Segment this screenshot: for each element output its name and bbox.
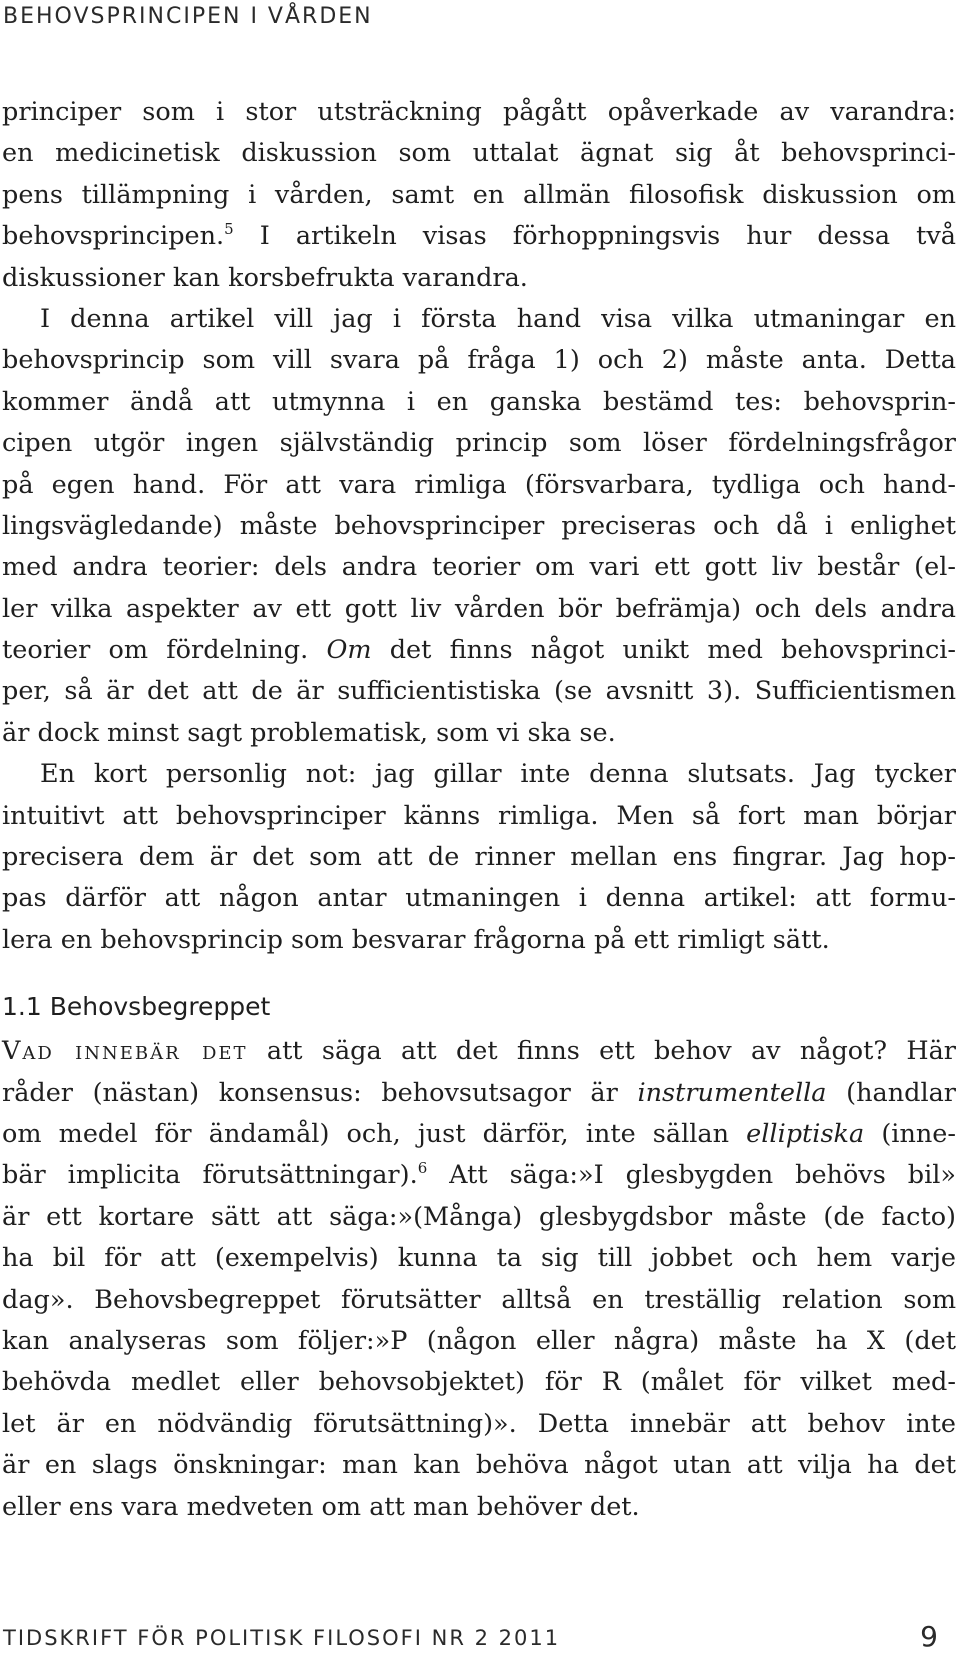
text-run: bär implicita förutsättningar). [2,1160,418,1191]
paragraph-line [2,630,956,671]
paragraph-line: intuitivt att behovsprinciper känns rimliga. Men så fort man börjar [2,800,956,831]
paragraph-line: lera en behovsprincip som besvarar frågorna på ett rimligt sätt. [2,924,830,955]
paragraph-line: kan analyseras som följer:»P (någon eller några) måste ha X (det [2,1325,956,1356]
text-run: Att säga:»I glesbygden behövs bil» [427,1160,956,1191]
paragraph-line: behovsprincip som vill svara på fråga 1) och 2) måste anta. Detta [2,345,956,376]
paragraph-line: diskussioner kan korsbefrukta varandra. [2,262,528,293]
paragraph-line: kommer ändå att utmynna i en ganska bestämd tes: behovsprin- [2,386,956,417]
running-footer: TIDSKRIFT FÖR POLITISK FILOSOFI NR 2 2011 [3,1626,561,1650]
text-run: om medel för ändamål) och, just därför, inte sällan [2,1118,747,1149]
emphasis: instrumentella [637,1077,827,1108]
text-run: det finns något unikt med behovsprinci- [371,635,956,666]
paragraph-line: I denna artikel vill jag i första hand visa vilka utmaningar en [40,303,956,334]
paragraph-line: eller ens vara medveten om att man behöver det. [2,1491,640,1522]
page-number: 9 [920,1620,938,1653]
paragraph-line: på egen hand. För att vara rimliga (försvarbara, tydliga och hand- [2,469,956,500]
paragraph-line: behövda medlet eller behovsobjektet) för R (målet för vilket med- [2,1367,956,1398]
emphasis: elliptiska [746,1118,865,1149]
text-run: att säga att det finns ett behov av något? Här [247,1036,957,1067]
text-run: behovsprincipen. [2,221,225,252]
emphasis: Om [326,635,372,666]
paragraph-line: let är en nödvändig förutsättning)». Detta innebär att behov inte [2,1408,956,1439]
paragraph-line [2,1031,956,1072]
paragraph-line: är en slags önskningar: man kan behöva något utan att vilja ha det [2,1450,956,1481]
paragraph-line [2,1114,956,1155]
section-heading [2,983,956,1031]
paragraph-line: cipen utgör ingen självständig princip som löser fördelningsfrågor [2,428,956,459]
paragraph-line: principer som i stor utsträckning pågått opåverkade av varandra: [2,97,956,127]
paragraph-line [2,216,956,257]
text-run: teorier om fördelning. [2,635,327,666]
footnote-marker: 6 [417,1159,428,1178]
running-header: BEHOVSPRINCIPEN I VÅRDEN [3,4,373,29]
text-run: I artikeln visas förhoppningsvis hur dessa två [233,221,956,252]
paragraph-line: dag». Behovsbegreppet förutsätter alltså en treställig relation som [2,1284,956,1315]
small-caps-lead: Vad innebär det [2,1036,248,1067]
paragraph-line: pens tillämpning i vården, samt en allmän filosofisk diskussion om [2,179,956,210]
paragraph-line: en medicinetisk diskussion som uttalat ägnat sig åt behovsprinci- [2,138,956,169]
paragraph-line: med andra teorier: dels andra teorier om vari ett gott liv består (el- [2,552,956,583]
paragraph-line: pas därför att någon antar utmaningen i denna artikel: att formu- [2,883,956,914]
paragraph-line: precisera dem är det som att de rinner mellan ens fingrar. Jag hop- [2,842,956,873]
paragraph-line: är dock minst sagt problematisk, som vi ska se. [2,717,616,748]
section-spacer [2,961,956,983]
text-run: (inne- [864,1118,956,1149]
footnote-marker: 5 [224,220,234,239]
section-title: Behovsbegreppet [49,992,271,1022]
paragraph-line: per, så är det att de är sufficientistiska (se avsnitt 3). Sufficientismen [2,676,956,707]
text-run: råder (nästan) konsensus: behovsutsagor är [2,1077,638,1108]
paragraph-line: ler vilka aspekter av ett gott liv vården bör befrämja) och dels andra [2,593,956,624]
paragraph-line: En kort personlig not: jag gillar inte denna slutsats. Jag tycker [40,759,956,790]
paragraph-line: lingsvägledande) måste behovsprinciper preciseras och då i enlighet [2,510,956,541]
section-number: 1.1 [2,992,42,1022]
paragraph-line [2,1073,956,1114]
paragraph-line [2,1155,956,1196]
paragraph-line: är ett kortare sätt att säga:»(Många) glesbygdsbor måste (de facto) [2,1201,956,1232]
text-run: (handlar [826,1077,956,1108]
body-text [2,92,956,1528]
paragraph-line: ha bil för att (exempelvis) kunna ta sig till jobbet och hem varje [2,1243,956,1274]
